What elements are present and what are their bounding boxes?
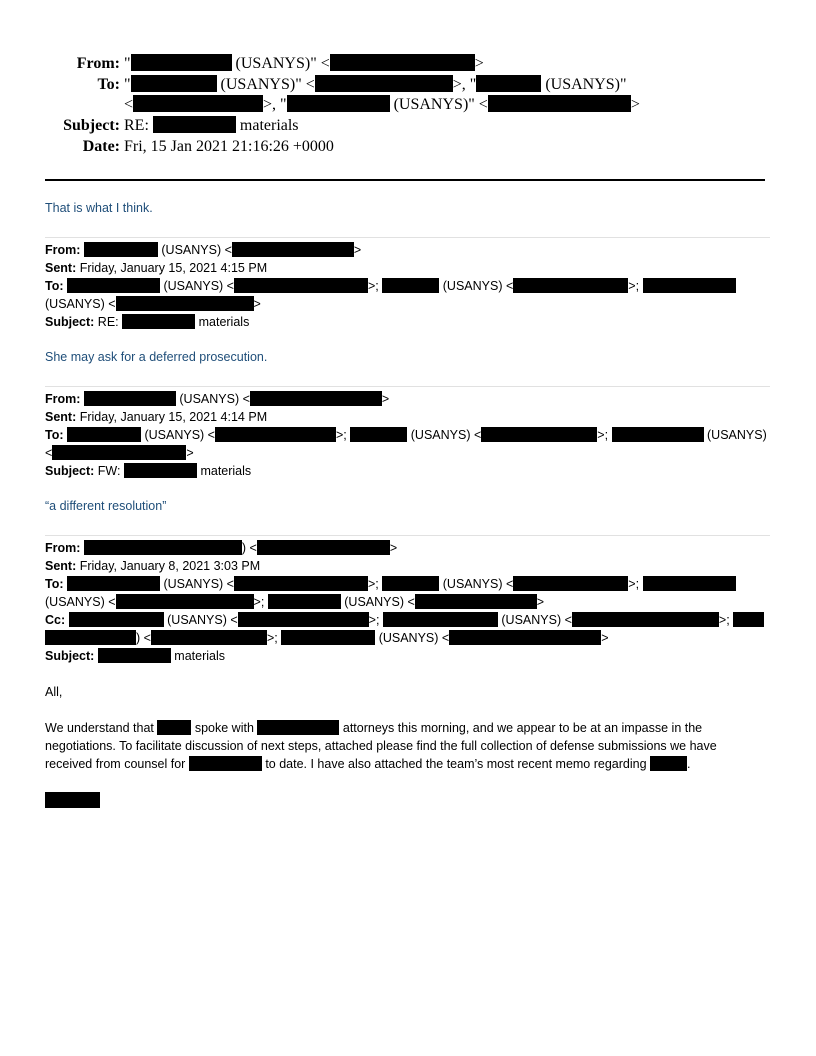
header-date-value: Fri, 15 Jan 2021 21:16:26 +0000 <box>124 138 334 155</box>
email2-sent-row: Sent: Friday, January 15, 2021 4:14 PM <box>45 410 268 424</box>
redaction <box>287 95 390 112</box>
redaction <box>238 612 369 627</box>
redaction <box>415 594 537 609</box>
redaction <box>250 391 382 406</box>
redaction <box>122 314 195 329</box>
redaction <box>151 630 267 645</box>
redaction <box>116 594 254 609</box>
redaction <box>612 427 704 442</box>
email3-cc-row: Cc: (USANYS) < >; (USANYS) < >; <box>45 611 764 629</box>
redaction <box>84 540 242 555</box>
redaction <box>643 576 736 591</box>
redaction <box>124 463 197 478</box>
redaction <box>67 427 141 442</box>
email3-greeting: All, <box>45 685 63 699</box>
redaction <box>650 756 687 771</box>
email3-subject-row: Subject: materials <box>45 649 225 663</box>
email1-subject-row: Subject: RE: materials <box>45 315 250 329</box>
redaction <box>643 278 736 293</box>
redaction <box>733 612 764 627</box>
divider <box>45 237 770 238</box>
redaction <box>133 95 263 112</box>
email3-paragraph-line-3: received from counsel for to date. I have also attached the team’s most recent memo regarding . <box>45 757 691 771</box>
email2-from-row: From: (USANYS) < > <box>45 392 390 406</box>
signature-redaction <box>45 792 100 808</box>
email3-cc-row-2: ) < >; (USANYS) < > <box>45 629 609 647</box>
redaction <box>382 576 439 591</box>
header-from-label: From: <box>76 55 120 72</box>
divider <box>45 535 770 536</box>
redaction <box>189 756 262 771</box>
redaction <box>69 612 164 627</box>
redaction <box>513 278 628 293</box>
redaction <box>98 648 171 663</box>
redaction <box>481 427 597 442</box>
redaction <box>572 612 719 627</box>
redaction <box>382 278 439 293</box>
redaction <box>281 630 375 645</box>
document-page: From: " (USANYS)" < > To: " (USANYS)" < >, " (USANYS)" < >, " (USANYS)" < > Subject: RE: materials Date: Fri, 15 Jan 2021 21:16:26 +0000 That is what I think. From: (USANYS) < > Sent: Friday, January 15, 2021 4:15 PM To: (USANYS) < >; (USANYS) < >; (USANYS) < > Subject: RE: materials She may ask for a deferred prosecution. From: (USANYS) < > Sent: Friday, January 15, 2021 4:14 PM To: (USANYS) < >; (USANYS) < >; (USANYS) < > Subject: FW: materials “a different resolution” From: ) < > Sent: Friday, January 8, 2021 3:03 PM To: (USANYS) < >; (USANYS) < >; (USANYS) < >; (USANYS) < > Cc: (USANYS) < >; (USANYS) < >; ) < >; (USANYS) < > Subject: materials All, We understand that spoke with attorneys this morning, and we appear to be at an impasse in the negotiations. To facilitate discussion of next steps, attached please find the full collection of defense submissions we have received from counsel for to date. I have also attached the team’s most recent memo regarding . <box>0 0 816 1056</box>
redaction <box>234 278 368 293</box>
redaction <box>232 242 354 257</box>
email2-to-row-2: < > <box>45 446 194 460</box>
email1-to-row: To: (USANYS) < >; (USANYS) < >; <box>45 277 736 295</box>
email1-to-row-2: (USANYS) < > <box>45 297 261 311</box>
redaction <box>153 116 236 133</box>
email2-subject-row: Subject: FW: materials <box>45 464 252 478</box>
redaction <box>45 630 136 645</box>
email1-sent-row: Sent: Friday, January 15, 2021 4:15 PM <box>45 261 268 275</box>
email2-to-row: To: (USANYS) < >; (USANYS) < >; (USANYS) <box>45 428 767 442</box>
redaction <box>67 278 160 293</box>
header-divider <box>45 179 765 181</box>
redaction <box>215 427 336 442</box>
redaction <box>488 95 631 112</box>
header-subject-label: Subject: <box>63 117 120 134</box>
email3-to-row: To: (USANYS) < >; (USANYS) < >; <box>45 575 736 593</box>
redaction <box>84 242 158 257</box>
email3-paragraph-line-2: negotiations. To facilitate discussion of next steps, attached please find the full collection of defense submissions we have <box>45 739 717 753</box>
redaction <box>131 54 232 71</box>
redaction <box>476 75 541 92</box>
message-body-2: She may ask for a deferred prosecution. <box>45 350 268 364</box>
redaction <box>330 54 475 71</box>
message-body-1: That is what I think. <box>45 201 153 215</box>
redaction <box>257 720 339 735</box>
redaction <box>315 75 453 92</box>
redaction <box>157 720 191 735</box>
redaction <box>513 576 628 591</box>
redaction <box>131 75 217 92</box>
redaction <box>383 612 498 627</box>
redaction <box>84 391 176 406</box>
email1-from-row: From: (USANYS) < > <box>45 243 362 257</box>
message-body-3: “a different resolution” <box>45 499 167 513</box>
redaction <box>449 630 601 645</box>
redaction <box>268 594 341 609</box>
email3-from-row: From: ) < > <box>45 541 398 555</box>
redaction <box>116 296 254 311</box>
redaction <box>67 576 160 591</box>
email3-paragraph-line-1: We understand that spoke with attorneys this morning, and we appear to be at an impasse in the <box>45 721 703 735</box>
redaction <box>257 540 390 555</box>
redaction <box>52 445 186 460</box>
email3-sent-row: Sent: Friday, January 8, 2021 3:03 PM <box>45 559 261 573</box>
divider <box>45 386 770 387</box>
email3-to-row-2: (USANYS) < >; (USANYS) < > <box>45 595 545 609</box>
redaction <box>350 427 407 442</box>
redaction <box>234 576 368 591</box>
header-date-label: Date: <box>82 138 120 155</box>
header-to-label: To: <box>97 76 120 93</box>
